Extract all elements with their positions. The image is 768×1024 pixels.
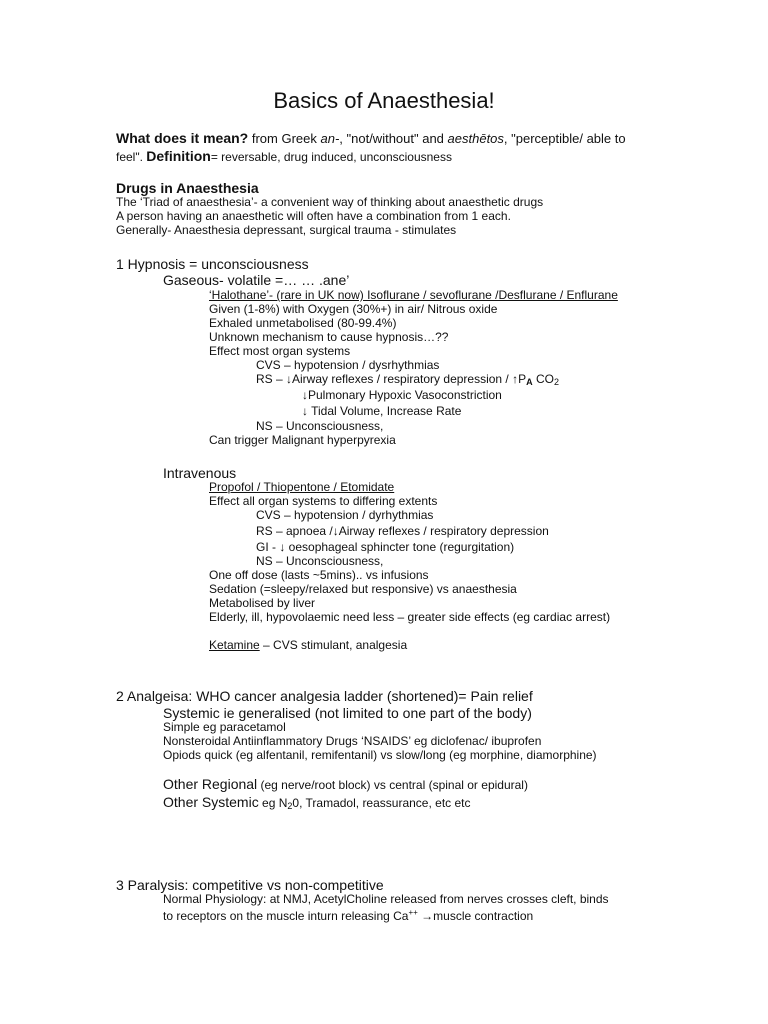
superscript-plus: ++ bbox=[408, 908, 418, 917]
gaseous-heading: Gaseous- volatile =… … .ane’ bbox=[163, 272, 350, 288]
list-item: NS – Unconsciousness, bbox=[256, 554, 384, 568]
rs-co: CO bbox=[532, 372, 554, 386]
list-item: Metabolised by liver bbox=[209, 596, 316, 610]
drugs-line: A person having an anaesthetic will often have a combination from 1 each. bbox=[116, 209, 511, 223]
list-item: GI - ↓ oesophageal sphincter tone (regurgitation) bbox=[256, 540, 515, 554]
analgesia-heading: 2 Analgeisa: WHO cancer analgesia ladder (shortened)= Pain relief bbox=[116, 688, 533, 704]
subscript-2: 2 bbox=[287, 801, 293, 811]
subscript-2: 2 bbox=[553, 377, 559, 387]
other-regional-text: (eg nerve/root block) vs central (spinal or epidural) bbox=[257, 778, 528, 792]
drugs-line: The ‘Triad of anaesthesia’- a convenient way of thinking about anaesthetic drugs bbox=[116, 195, 544, 209]
other-systemic-text: eg N bbox=[258, 796, 288, 810]
list-item: Exhaled unmetabolised (80-99.4%) bbox=[209, 316, 397, 330]
intro-text: , "perceptible/ able to bbox=[503, 131, 626, 146]
intro-line-2 bbox=[116, 148, 452, 165]
list-item bbox=[256, 373, 559, 387]
list-item: Simple eg paracetamol bbox=[163, 720, 286, 734]
drugs-heading: Drugs in Anaesthesia bbox=[116, 180, 259, 196]
ketamine-line bbox=[209, 639, 407, 653]
list-item: NS – Unconsciousness, bbox=[256, 419, 384, 433]
list-item: Effect all organ systems to differing extents bbox=[209, 494, 438, 508]
page-title: Basics of Anaesthesia! bbox=[273, 88, 495, 113]
definition-text: = reversable, drug induced, unconsciousness bbox=[210, 150, 452, 164]
intro-text: , "not/without" and bbox=[339, 131, 448, 146]
list-item: Nonsteroidal Antiinflammatory Drugs ‘NSAIDS’ eg diclofenac/ ibuprofen bbox=[163, 734, 542, 748]
list-item: Effect most organ systems bbox=[209, 344, 351, 358]
greek-aesthetos: aesthētos bbox=[447, 131, 504, 146]
intro-text: from Greek bbox=[248, 131, 321, 146]
list-item bbox=[163, 908, 533, 924]
other-systemic-label: Other Systemic bbox=[163, 794, 259, 810]
list-item: Elderly, ill, hypovolaemic need less – greater side effects (eg cardiac arrest) bbox=[209, 610, 611, 624]
paralysis-heading: 3 Paralysis: competitive vs non-competitive bbox=[116, 877, 384, 893]
list-item: One off dose (lasts ~5mins).. vs infusions bbox=[209, 568, 429, 582]
other-regional-label: Other Regional bbox=[163, 776, 258, 792]
list-item: Opiods quick (eg alfentanil, remifentanil) vs slow/long (eg morphine, diamorphine) bbox=[163, 748, 597, 762]
definition-label: Definition bbox=[146, 148, 211, 164]
ketamine-text: – CVS stimulant, analgesia bbox=[259, 638, 408, 652]
intravenous-heading: Intravenous bbox=[163, 465, 237, 481]
list-item: ↓Pulmonary Hypoxic Vasoconstriction bbox=[302, 388, 502, 402]
list-item: Given (1-8%) with Oxygen (30%+) in air/ Nitrous oxide bbox=[209, 302, 498, 316]
list-item: RS – apnoea /↓Airway reflexes / respiratory depression bbox=[256, 524, 549, 538]
what-does-it-mean-heading: What does it mean? bbox=[116, 130, 249, 146]
intro-line-1 bbox=[116, 130, 626, 147]
other-systemic-line bbox=[163, 794, 471, 812]
hypnosis-heading: 1 Hypnosis = unconsciousness bbox=[116, 256, 309, 272]
paralysis-text: →muscle contraction bbox=[417, 909, 534, 923]
other-systemic-text: 0, Tramadol, reassurance, etc etc bbox=[292, 796, 471, 810]
systemic-heading: Systemic ie generalised (not limited to one part of the body) bbox=[163, 705, 532, 721]
list-item: CVS – hypotension / dyrhythmias bbox=[256, 508, 434, 522]
volatile-agents: ‘Halothane’- (rare in UK now) Isoflurane / sevoflurane /Desflurane / Enflurane bbox=[209, 288, 618, 302]
ketamine-label: Ketamine bbox=[209, 638, 260, 652]
list-item: Unknown mechanism to cause hypnosis…?? bbox=[209, 330, 449, 344]
subscript-a: A bbox=[526, 377, 533, 387]
list-item: Normal Physiology: at NMJ, AcetylCholine released from nerves crosses cleft, binds bbox=[163, 892, 609, 906]
paralysis-text: to receptors on the muscle inturn releasing Ca bbox=[163, 909, 409, 923]
list-item: CVS – hypotension / dysrhythmias bbox=[256, 358, 440, 372]
list-item: Sedation (=sleepy/relaxed but responsive) vs anaesthesia bbox=[209, 582, 517, 596]
iv-agents: Propofol / Thiopentone / Etomidate bbox=[209, 480, 395, 494]
greek-an: an- bbox=[320, 131, 340, 146]
rs-text: RS – ↓Airway reflexes / respiratory depression / ↑P bbox=[256, 372, 527, 386]
drugs-line: Generally- Anaesthesia depressant, surgical trauma - stimulates bbox=[116, 223, 457, 237]
intro-text: feel". bbox=[116, 150, 147, 164]
other-regional-line bbox=[163, 776, 528, 794]
list-item: ↓ Tidal Volume, Increase Rate bbox=[302, 404, 462, 418]
list-item: Can trigger Malignant hyperpyrexia bbox=[209, 433, 396, 447]
